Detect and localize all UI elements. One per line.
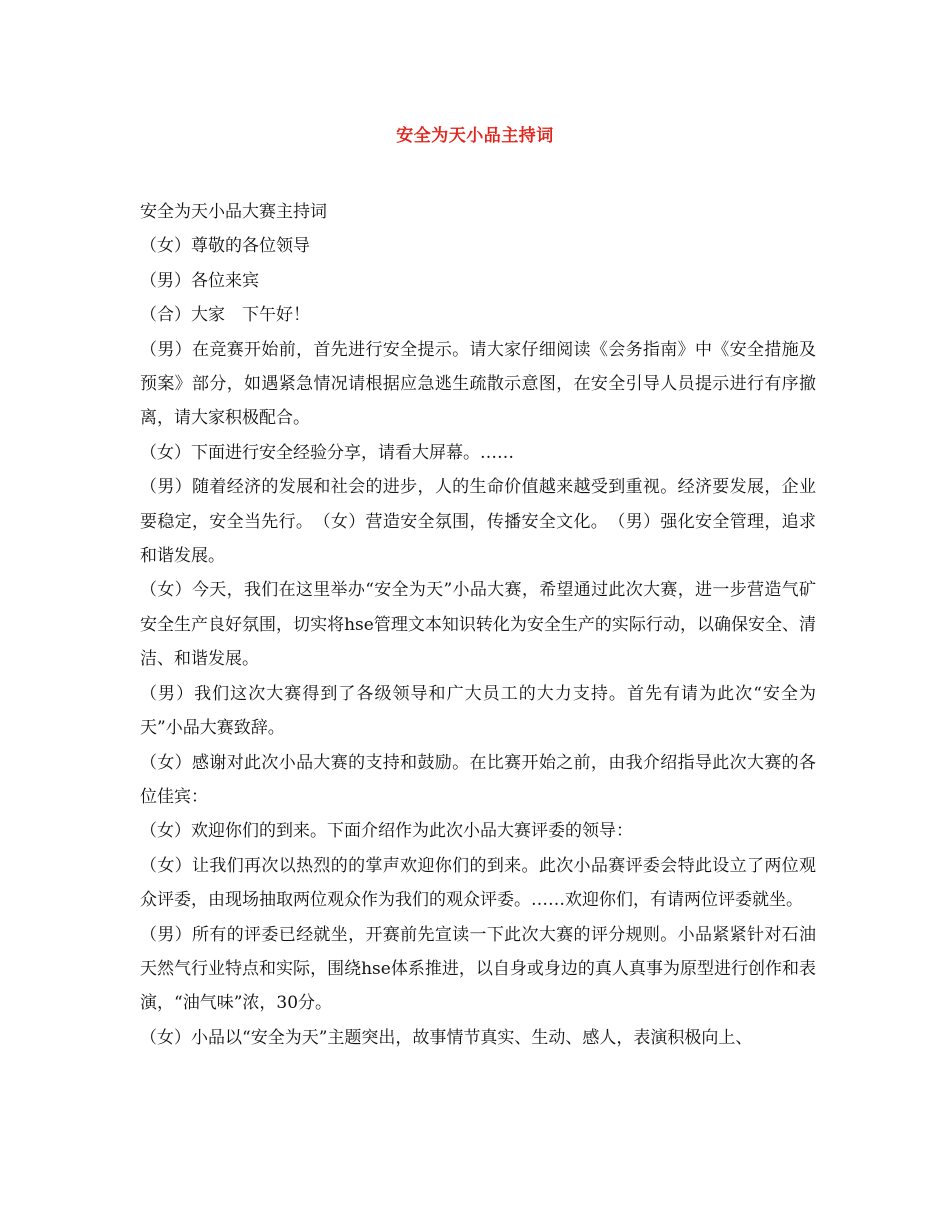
paragraph: （男）各位来宾 [140, 270, 259, 291]
paragraph: （男）随着经济的发展和社会的进步，人的生命价值越来越受到重视。经济要发展，企业要稳定，安全当先行。 （女）营造安全氛围，传播安全文化。 （男）强化安全管理，追求和谐发展。 [140, 477, 816, 567]
paragraph: （男）在竞赛开始前，首先进行安全提示。请大家仔细阅读《会务指南》中《安全措施及预案》部分，如遇紧急情况请根据应急逃生疏散示意图，在安全引导人员提示进行有序撤离，请大家积极配合。 [140, 339, 816, 429]
paragraph: （女）让我们再次以热烈的的掌声欢迎你们的到来。此次小品赛评委会特此设立了两位观众评委，由现场抽取两位观众作为我们的观众评委。……欢迎你们，有请两位评委就坐。 [140, 855, 816, 911]
document-body [140, 195, 816, 1055]
paragraph: （女）下面进行安全经验分享，请看大屏幕。…… [140, 442, 514, 463]
paragraph: （男）所有的评委已经就坐，开赛前先宣读一下此次大赛的评分规则。小品紧紧针对石油天然气行业特点和实际，围绕hse体系推进，以自身或身边的真人真事为原型进行创作和表演，“油气味”浓，30分。 [140, 924, 816, 1014]
paragraph: （合）大家 下午好！ [140, 305, 310, 326]
paragraph: （女）小品以“安全为天”主题突出，故事情节真实、生动、感人，表演积极向上、 [140, 1027, 753, 1048]
paragraph: （女）欢迎你们的到来。下面介绍作为此次小品大赛评委的领导： [140, 821, 633, 842]
paragraph: （女）今天，我们在这里举办“安全为天”小品大赛，希望通过此次大赛，进一步营造气矿安全生产良好氛围，切实将hse管理文本知识转化为安全生产的实际行动，以确保安全、清洁、和谐发展。 [140, 580, 816, 670]
paragraph: （男）我们这次大赛得到了各级领导和广大员工的大力支持。首先有请为此次“安全为天”小品大赛致辞。 [140, 683, 816, 739]
paragraph: （女）感谢对此次小品大赛的支持和鼓励。在比赛开始之前，由我介绍指导此次大赛的各位佳宾： [140, 752, 816, 807]
document-title: 安全为天小品主持词 [396, 126, 554, 146]
paragraph: （女）尊敬的各位领导 [140, 236, 310, 257]
paragraph: 安全为天小品大赛主持词 [140, 202, 327, 222]
